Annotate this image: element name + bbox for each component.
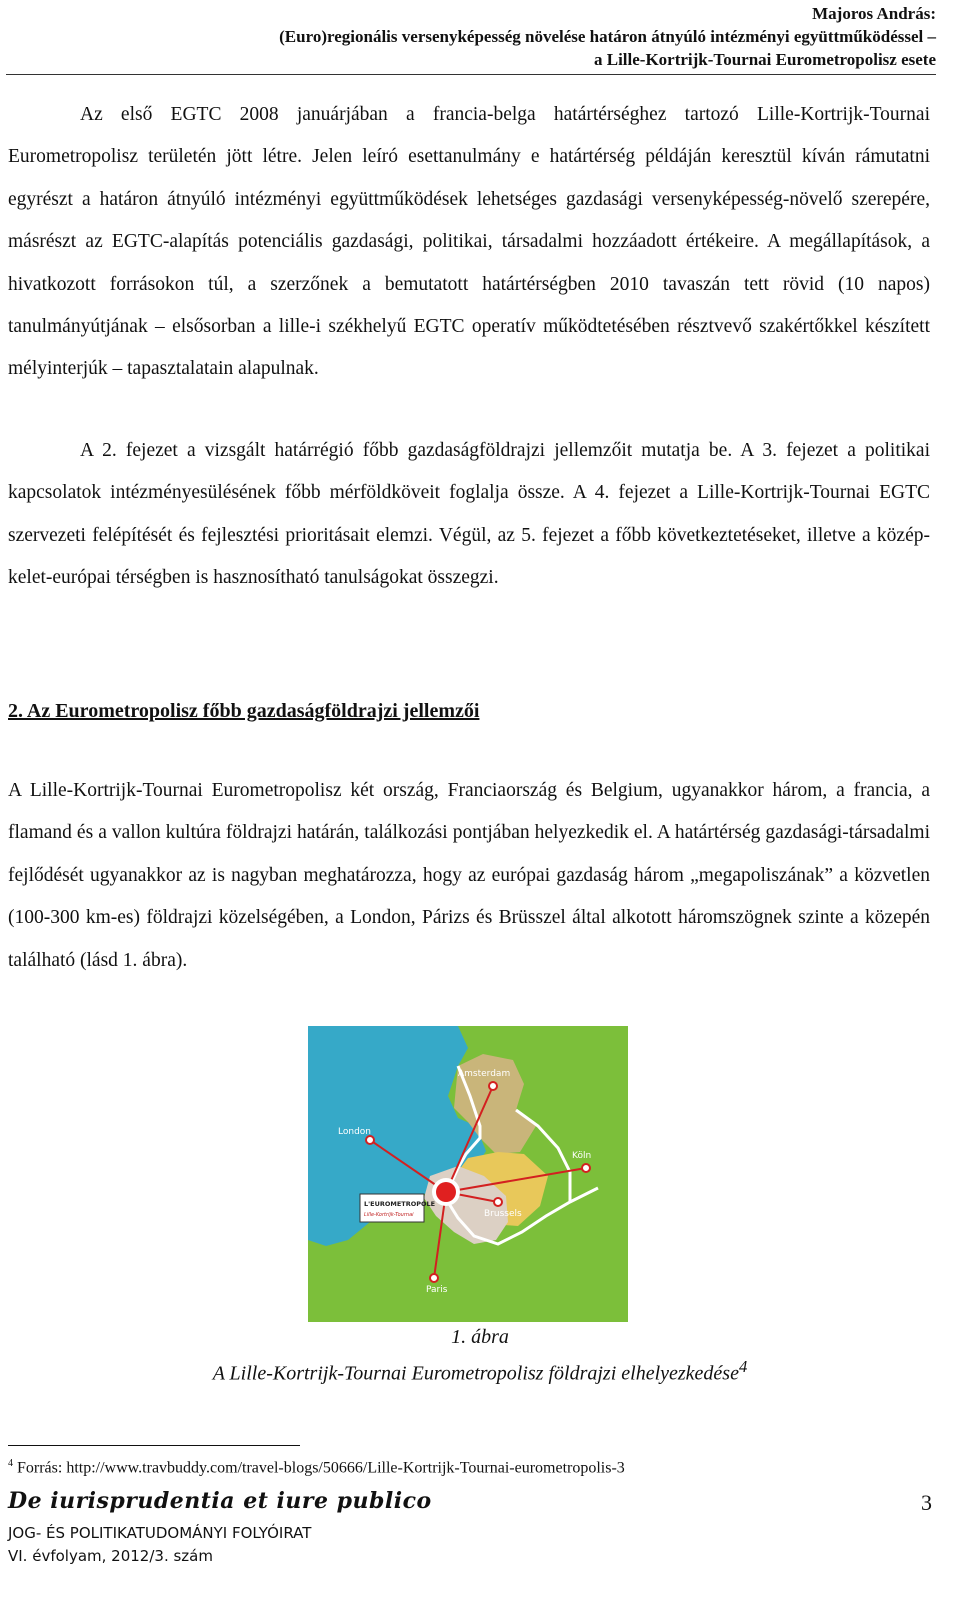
header-divider [6,74,936,75]
map-label-amsterdam: Amsterdam [458,1069,511,1079]
section-paragraph-text: A Lille-Kortrijk-Tournai Eurometropolisz két ország, Franciaország és Belgium, ugyanakkor három, a francia, a flamand és a vallon kultúra földrajzi határán, találkozási pontjában helyezkedik el. A határtérség gazdasági-társadalmi fejlődését ugyanakkor az is nagyban meghatározza, hogy az európai gazdaság három „megapoliszának” a közvetlen (100-300 km-es) földrajzi közelségében, a London, Párizs és Brüsszel által alkotott háromszögnek szinte a közepén található (lásd 1. ábra). [8,780,930,971]
footnote-divider [8,1445,300,1446]
map-label-paris: Paris [426,1285,448,1295]
header-title-line2: a Lille-Kortrijk-Tournai Eurometropolisz esete [593,50,936,69]
intro-paragraph-text: Az első EGTC 2008 januárjában a francia-belga határtérséghez tartozó Lille-Kortrijk-Tournai Eurometropolisz területén jött létre. Jelen leíró esettanulmány e határtérség példáján keresztül kíván rámutatni egyrészt a határon átnyúló intézményi együttműködések lehetséges gazdasági versenyképesség-növelő szerepére, másrészt az EGTC-alapítás potenciális gazdasági, politikai, társadalmi hozzáadott értékeire. A megállapítások, a hivatkozott forrásokon túl, a szerzőnek a bemutatott határtérségben 2010 tavaszán tett rövid (10 napos) tanulmányútjának – elsősorban a lille-i székhelyű EGTC operatív működtetésében résztvevő szakértőkkel készített mélyinterjúk – tapasztalatain alapulnak. [8,104,930,380]
footnote-text: Forrás: http://www.travbuddy.com/travel-blogs/50666/Lille-Kortrijk-Tournai-eurometropolis-3 [17,1459,625,1477]
header-author: Majoros András: [812,4,936,23]
figure-title-text: A Lille-Kortrijk-Tournai Eurometropolisz földrajzi elhelyezkedése [212,1362,739,1385]
city-dot-london [366,1136,374,1144]
figure-number: 1. ábra [451,1326,509,1348]
eurometropole-logo [360,1194,435,1222]
footnote-number: 4 [8,1458,13,1469]
journal-volume: VI. évfolyam, 2012/3. szám [8,1547,213,1565]
city-dot-paris [430,1274,438,1282]
map-label-brussels: Brussels [484,1209,522,1219]
metropole-marker [436,1182,456,1202]
city-dot-brussels [494,1198,502,1206]
header-title-line1: (Euro)regionális versenyképesség növelése határon átnyúló intézményi együttműködéssel – [279,27,936,46]
figure-footnote-ref[interactable]: 4 [738,1357,748,1376]
footnote [8,1458,625,1477]
figure-caption [0,1322,960,1389]
chapter-overview-paragraph [8,430,930,600]
intro-paragraph [8,94,930,391]
running-header [279,2,936,71]
section-heading: 2. Az Eurometropolisz főbb gazdaságföldrajzi jellemzői [8,700,480,722]
page-number: 3 [921,1490,932,1515]
city-dot-koln [582,1164,590,1172]
map-label-london: London [338,1127,371,1137]
logo-subtitle: Lille-Kortrijk-Tournai [364,1212,414,1218]
eurometropolis-map [308,1026,628,1322]
figure-title [0,1352,960,1389]
journal-name: JOG- ÉS POLITIKATUDOMÁNYI FOLYÓIRAT [8,1524,312,1542]
section-paragraph [8,770,930,982]
logo-title: L'EUROMETROPOLE [364,1200,436,1208]
journal-brand: De iurisprudentia et iure publico [8,1488,432,1514]
eurometropolis-map-figure [308,1026,628,1322]
chapter-overview-text: A 2. fejezet a vizsgált határrégió főbb gazdaságföldrajzi jellemzőit mutatja be. A 3. fejezet a politikai kapcsolatok intézményesülésének főbb mérföldköveit foglalja össze. A 4. fejezet a Lille-Kortrijk-Tournai EGTC szervezeti felépítését és fejlesztési prioritásait elemzi. Végül, az 5. fejezet a főbb következtetéseket, illetve a közép-kelet-európai térségben is hasznosítható tanulságokat összegzi. [8,440,930,589]
city-dot-amsterdam [489,1082,497,1090]
map-label-koln: Köln [572,1151,592,1161]
